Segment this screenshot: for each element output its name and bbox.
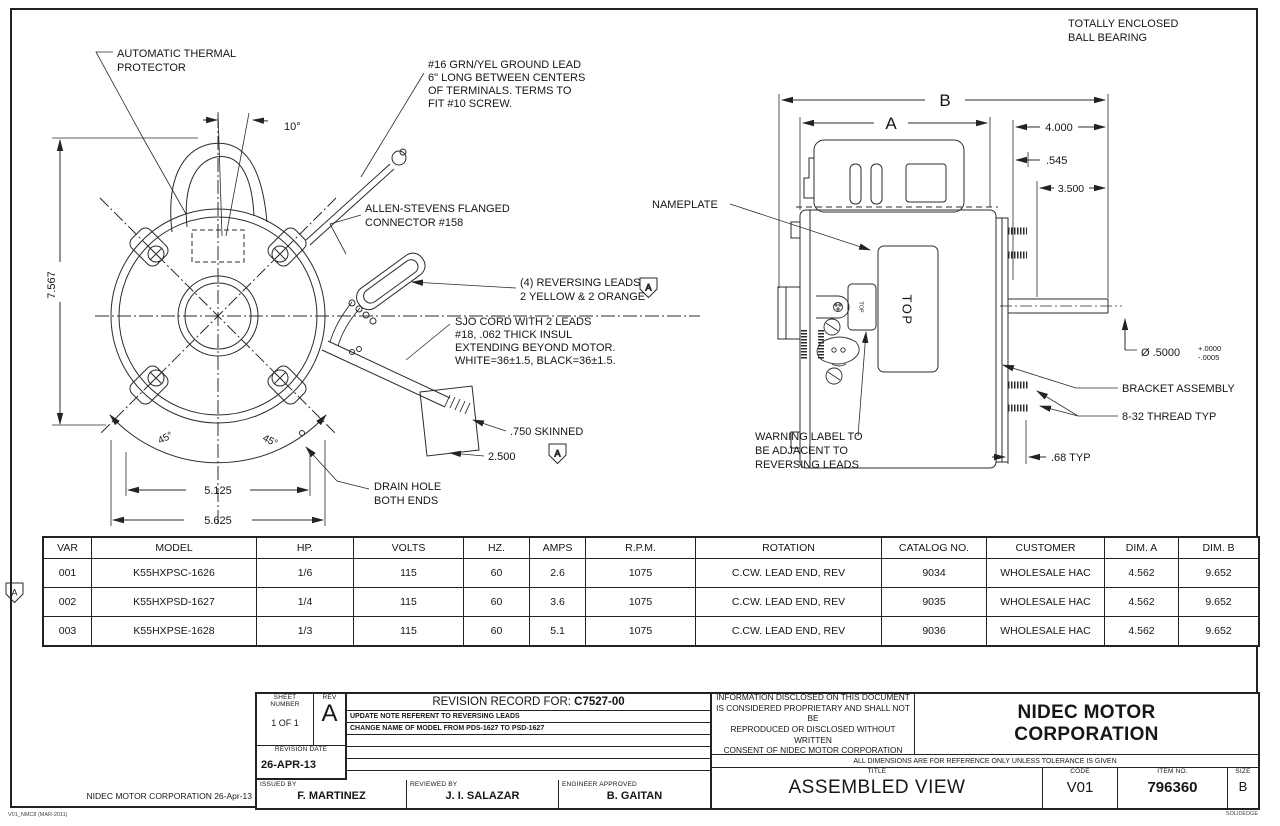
shaft-dia-label: Ø .5000 — [1141, 347, 1181, 359]
col-header-volts: VOLTS — [354, 538, 464, 559]
col-header-hz: HZ. — [464, 538, 530, 559]
table-row-cell: WHOLESALE HAC — [987, 559, 1105, 588]
sheet-number: 1 OF 1 — [271, 718, 299, 728]
svg-text:#18, .062 THICK INSUL: #18, .062 THICK INSUL — [455, 329, 573, 341]
code-value: V01 — [1066, 779, 1094, 796]
table-row-cell: 4.562 — [1105, 559, 1179, 588]
table-row-cell: 4.562 — [1105, 588, 1179, 617]
col-header-customer: CUSTOMER — [987, 538, 1105, 559]
table-row-cell: K55HXPSE-1628 — [92, 617, 257, 645]
table-row-cell: 115 — [354, 588, 464, 617]
assembly-drawing: A AUTOMATIC THERMAL PROTECTOR 10° #16 GRN/YEL GROUND LEAD 6" LONG BETWEEN CENTERS OF TERMINALS. TERMS TO FIT #10 SCREW. ALLEN-STEVENS FLANGED CONNECTOR #158 (4) REVERSING LEADS 2 YELLOW & 2 ORANGE SJO CORD WITH 2 LEADS #18, .062 THICK INSUL EXTENDING BEYOND MOTOR. WHITE=36±1.5, BLACK=36±1.5. .750 SKINNED 2.500 DRAIN HOLE BOTH ENDS 7.567 45° 45° 5.125 5.625 TOTALLY ENCLOSED BALL BEARING B A 4.000 .545 3.500 NAMEPLATE TOP TOP Ø .5000 +.0000 -.0005 BRACKET ASSEMBLY 8-32 THREAD TYP .68 TYP WARNING LABEL TO BE ADJACENT TO REVERSING LEADS — [5, 4, 1235, 527]
variant-table — [42, 536, 1260, 647]
shaft — [1000, 299, 1122, 313]
size-cell: SIZE B — [1228, 768, 1258, 808]
col-header-amps: AMPS — [530, 538, 586, 559]
angle-45-right-label: 45° — [260, 432, 280, 450]
sjo-leader — [406, 324, 450, 360]
height-dim-label: 7.567 — [46, 271, 58, 299]
svg-text:REVERSING LEADS: REVERSING LEADS — [755, 459, 859, 471]
connector-note: ALLEN-STEVENS FLANGED — [365, 203, 510, 215]
conduit-box — [796, 140, 998, 212]
bracket-assembly-label: BRACKET ASSEMBLY — [1122, 383, 1235, 395]
reversing-leads-leader — [412, 282, 516, 288]
ground-lead-note: #16 GRN/YEL GROUND LEAD — [428, 59, 582, 71]
col-header-dim-a: DIM. A — [1105, 538, 1179, 559]
dim-3500-label: 3.500 — [1057, 183, 1085, 195]
table-row-cell: 60 — [464, 588, 530, 617]
extension-lines — [779, 94, 1108, 464]
drain-hole-label: DRAIN HOLE — [374, 481, 442, 493]
table-row-cell: 003 — [44, 617, 92, 645]
dim-68-label: .68 TYP — [1051, 452, 1091, 464]
svg-text:BALL BEARING: BALL BEARING — [1068, 32, 1148, 44]
reversing-leads-note: (4) REVERSING LEADS — [520, 277, 641, 289]
engineer-approved: B. GAITAN — [606, 790, 663, 802]
table-row-cell: C.CW. LEAD END, REV — [696, 559, 882, 588]
table-row-cell: 1/3 — [257, 617, 354, 645]
code-cell: CODE V01 — [1043, 768, 1118, 808]
angle-45-left-label: 45° — [156, 430, 175, 447]
table-row-cell: 4.562 — [1105, 617, 1179, 645]
thermal-protector-dome — [171, 143, 267, 262]
drawing-title-cell: TITLE ASSEMBLED VIEW — [712, 768, 1043, 808]
thermal-protector-label-2: PROTECTOR — [117, 62, 186, 74]
revision-note: UPDATE NOTE REFERENT TO REVERSING LEADS — [347, 711, 710, 723]
table-row-cell: 9.652 — [1179, 559, 1258, 588]
ground-lead-wire — [306, 149, 406, 245]
side-view — [730, 94, 1137, 468]
table-row-cell: 115 — [354, 559, 464, 588]
thermal-leader — [96, 52, 186, 214]
dim-b-label: B — [939, 91, 951, 110]
svg-text:BE ADJACENT TO: BE ADJACENT TO — [755, 445, 848, 457]
table-row-cell: 1/4 — [257, 588, 354, 617]
flanged-connector — [330, 249, 429, 346]
dim-a-label: A — [885, 114, 897, 133]
table-row-cell: 9036 — [882, 617, 987, 645]
bearing-note: TOTALLY ENCLOSED — [1068, 18, 1179, 30]
rev-value: A — [321, 700, 338, 727]
title-block — [255, 692, 1260, 810]
record-doc: C7527-00 — [574, 696, 625, 708]
reviewed-by: J. I. SALAZAR — [445, 790, 520, 802]
skinned-label: .750 SKINNED — [510, 426, 584, 438]
item-no: 796360 — [1147, 779, 1198, 796]
sheet-number-cell: SHEET NUMBER 1 OF 1 — [257, 694, 314, 746]
table-row-cell: 1075 — [586, 559, 696, 588]
table-row-cell: 60 — [464, 617, 530, 645]
table-row-cell: K55HXPSC-1626 — [92, 559, 257, 588]
table-row-cell: 5.1 — [530, 617, 586, 645]
col-header-model: MODEL — [92, 538, 257, 559]
nameplate-label: NAMEPLATE — [652, 199, 718, 211]
footer-form-number: V01_NMC8 (MAR-2011) — [8, 812, 68, 818]
svg-text:6" LONG BETWEEN CENTERS: 6" LONG BETWEEN CENTERS — [428, 72, 586, 84]
col-header-rotation: ROTATION — [696, 538, 882, 559]
drain-hole-leader — [306, 447, 369, 489]
top-marking: TOP — [899, 294, 915, 326]
table-row-cell: 3.6 — [530, 588, 586, 617]
table-row-cell: 1/6 — [257, 559, 354, 588]
side-dim-lines — [782, 100, 1137, 457]
top-marking-small: TOP — [857, 301, 864, 313]
thermal-protector-label: AUTOMATIC THERMAL — [117, 48, 237, 60]
item-no-cell: ITEM NO. 796360 — [1118, 768, 1228, 808]
shaft-tol-minus: -.0005 — [1198, 353, 1220, 362]
drawing-title: ASSEMBLED VIEW — [788, 777, 966, 798]
svg-text:A: A — [11, 587, 18, 598]
proprietary-notice: INFORMATION DISCLOSED ON THIS DOCUMENT IS CONSIDERED PROPRIETARY AND SHALL NOT BE REPRODUCED OR DISCLOSED WITHOUT WRITTEN CONSENT OF NIDEC MOTOR CORPORATION — [712, 694, 915, 755]
table-row-cell: 115 — [354, 617, 464, 645]
bracket-assembly-shape — [996, 218, 1029, 462]
table-row-cell: K55HXPSD-1627 — [92, 588, 257, 617]
reviewed-by-cell: REVIEWED BY J. I. SALAZAR — [407, 780, 559, 808]
svg-text:EXTENDING BEYOND MOTOR.: EXTENDING BEYOND MOTOR. — [455, 342, 616, 354]
rev-cell: REV A — [314, 694, 347, 746]
table-row-cell: 9.652 — [1179, 588, 1258, 617]
table-row-cell: 001 — [44, 559, 92, 588]
table-row-cell: 60 — [464, 559, 530, 588]
col-header-rpm: R.P.M. — [586, 538, 696, 559]
warning-note: WARNING LABEL TO — [755, 431, 863, 443]
table-row-cell: C.CW. LEAD END, REV — [696, 588, 882, 617]
svg-text:2 YELLOW & 2 ORANGE: 2 YELLOW & 2 ORANGE — [520, 291, 646, 303]
revision-record — [347, 694, 712, 780]
revision-note: CHANGE NAME OF MODEL FROM PDS-1627 TO PSD-1627 — [347, 723, 710, 735]
company-name: NIDEC MOTOR CORPORATION — [915, 694, 1258, 755]
thread-label: 8-32 THREAD TYP — [1122, 411, 1217, 423]
front-view — [52, 52, 700, 526]
dim-545-label: .545 — [1046, 155, 1068, 167]
footer-cad-name: SOLIDEDGE — [1225, 811, 1258, 817]
col-header-catalog: CATALOG NO. — [882, 538, 987, 559]
shaft-tol-plus: +.0000 — [1198, 344, 1222, 353]
svg-text:FIT #10 SCREW.: FIT #10 SCREW. — [428, 98, 513, 110]
thread-leader-2 — [1040, 406, 1078, 416]
size-value: B — [1238, 779, 1248, 794]
dim-4000-label: 4.000 — [1045, 122, 1073, 134]
angle-10-label: 10° — [284, 121, 301, 133]
revision-date-cell: REVISION DATE 26-APR-13 — [257, 746, 347, 780]
table-row-cell: 002 — [44, 588, 92, 617]
col-header-dim-b: DIM. B — [1179, 538, 1258, 559]
cord-grip-hardware — [804, 296, 859, 384]
table-revision-flag — [4, 581, 26, 605]
tolerance-note: ALL DIMENSIONS ARE FOR REFERENCE ONLY UNLESS TOLERANCE IS GIVEN — [712, 755, 1258, 768]
sjo-cord-note: SJO CORD WITH 2 LEADS — [455, 316, 592, 328]
cord-length-label: 2.500 — [488, 451, 516, 463]
table-row-cell: 1075 — [586, 588, 696, 617]
cord-length-leader — [450, 453, 484, 456]
skinned-leader — [473, 420, 506, 431]
table-row-cell: 2.6 — [530, 559, 586, 588]
record-title: REVISION RECORD FOR: — [432, 696, 575, 708]
table-row-cell: WHOLESALE HAC — [987, 588, 1105, 617]
table-row-cell: 9.652 — [1205, 625, 1232, 637]
table-row-cell: C.CW. LEAD END, REV — [696, 617, 882, 645]
engineer-approved-cell: ENGINEER APPROVED B. GAITAN — [559, 780, 712, 808]
table-row-cell: 9035 — [882, 588, 987, 617]
table-row-cell: WHOLESALE HAC — [987, 617, 1105, 645]
diameter-dim-label: 5.625 — [204, 515, 232, 527]
bolt-span-dim-label: 5.125 — [204, 485, 232, 497]
svg-text:OF TERMINALS. TERMS TO: OF TERMINALS. TERMS TO — [428, 85, 572, 97]
col-header-var: VAR — [44, 538, 92, 559]
col-header-hp: HP. — [257, 538, 354, 559]
table-row-cell: 9034 — [882, 559, 987, 588]
table-row-cell: 1075 — [586, 617, 696, 645]
footer-company-date: NIDEC MOTOR CORPORATION 26-Apr-13 — [86, 791, 252, 801]
thread-leader-1 — [1037, 391, 1118, 416]
svg-text:WHITE=36±1.5, BLACK=36±1.5.: WHITE=36±1.5, BLACK=36±1.5. — [455, 355, 616, 367]
svg-text:BOTH ENDS: BOTH ENDS — [374, 495, 439, 507]
issued-by: F. MARTINEZ — [297, 790, 366, 802]
issued-by-cell: ISSUED BY F. MARTINEZ — [257, 780, 407, 808]
svg-text:CONNECTOR #158: CONNECTOR #158 — [365, 217, 464, 229]
revision-date: 26-APR-13 — [261, 759, 317, 771]
connector-leader — [330, 215, 361, 254]
